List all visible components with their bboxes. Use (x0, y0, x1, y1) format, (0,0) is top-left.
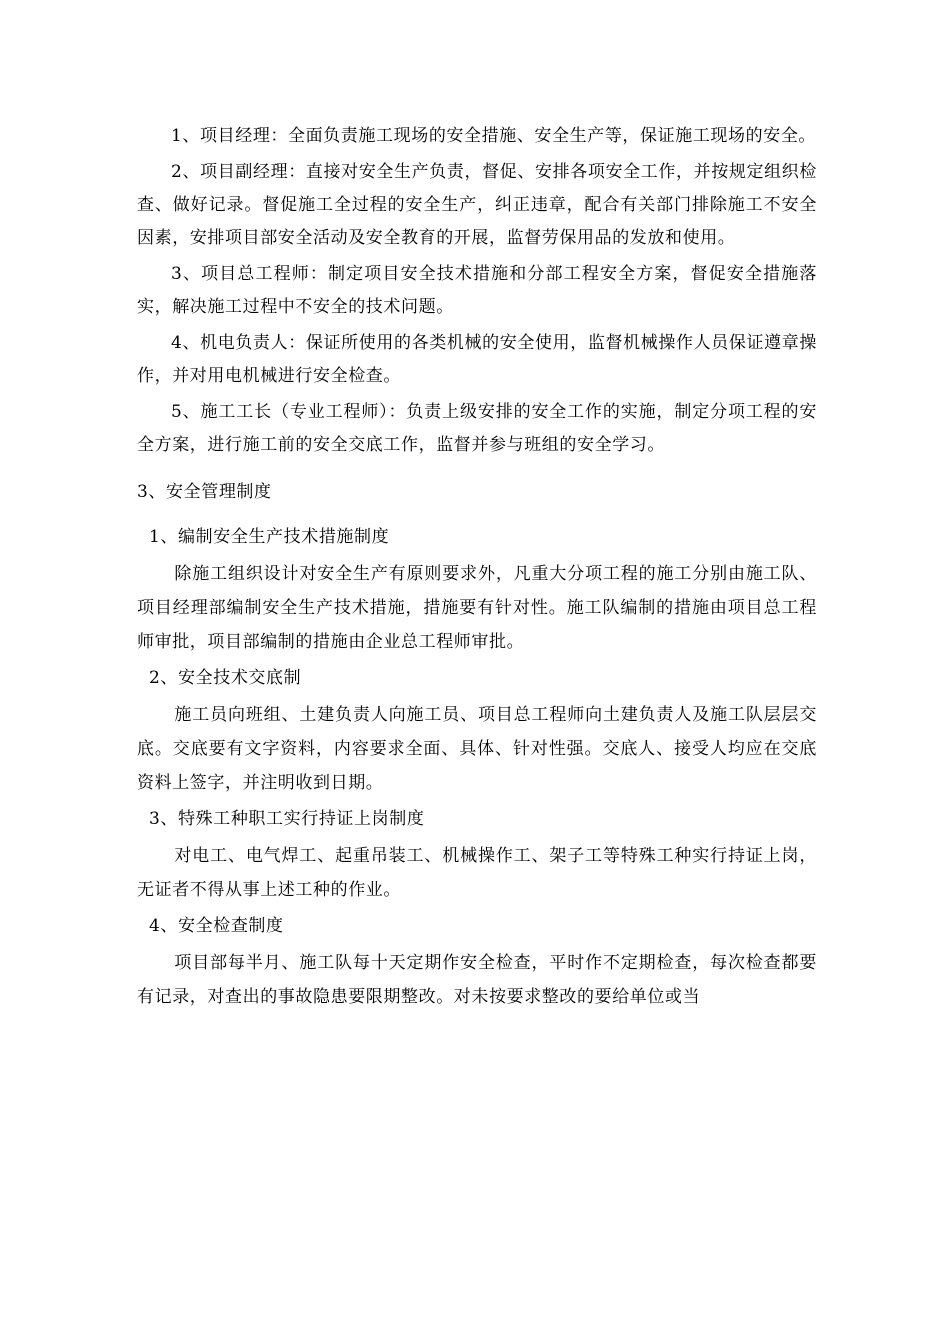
system-heading-4: 4、安全检查制度 (149, 916, 284, 936)
system-heading-1: 1、编制安全生产技术措施制度 (149, 527, 390, 547)
system-heading-3: 3、特殊工种职工实行持证上岗制度 (149, 809, 425, 829)
system-body-3: 对电工、电气焊工、起重吊装工、机械操作工、架子工等特殊工种实行持证上岗，无证者不得从事上述工种的作业。 (137, 846, 817, 900)
system-body-1: 除施工组织设计对安全生产有原则要求外，凡重大分项工程的施工分别由施工队、项目经理部编制安全生产技术措施，措施要有针对性。施工队编制的措施由项目总工程师审批，项目部编制的措施由企业总工程师审批。 (137, 564, 817, 652)
section-heading: 3、安全管理制度 (137, 482, 272, 502)
system-body-4: 项目部每半月、施工队每十天定期作安全检查，平时作不定期检查，每次检查都要有记录，对查出的事故隐患要限期整改。对未按要求整改的要给单位或当 (137, 953, 817, 1007)
duty-paragraph-3: 3、项目总工程师：制定项目安全技术措施和分部工程安全方案，督促安全措施落实，解决施工过程中不安全的技术问题。 (137, 264, 817, 317)
document-page (137, 120, 817, 1017)
duty-paragraph-5: 5、施工工长（专业工程师）：负责上级安排的安全工作的实施，制定分项工程的安全方案，进行施工前的安全交底工作，监督并参与班组的安全学习。 (137, 402, 817, 455)
system-body-2: 施工员向班组、土建负责人向施工员、项目总工程师向土建负责人及施工队层层交底。交底要有文字资料，内容要求全面、具体、针对性强。交底人、接受人均应在交底资料上签字，并注明收到日期。 (137, 705, 817, 793)
duty-paragraph-1: 1、项目经理：全面负责施工现场的安全措施、安全生产等，保证施工现场的安全。 (171, 126, 817, 146)
duty-paragraph-2: 2、项目副经理：直接对安全生产负责，督促、安排各项安全工作，并按规定组织检查、做好记录。督促施工全过程的安全生产，纠正违章，配合有关部门排除施工不安全因素，安排项目部安全活动及安全教育的开展，监督劳保用品的发放和使用。 (137, 162, 817, 248)
duty-paragraph-4: 4、机电负责人：保证所使用的各类机械的安全使用，监督机械操作人员保证遵章操作，并对用电机械进行安全检查。 (137, 333, 817, 386)
system-heading-2: 2、安全技术交底制 (149, 668, 302, 688)
